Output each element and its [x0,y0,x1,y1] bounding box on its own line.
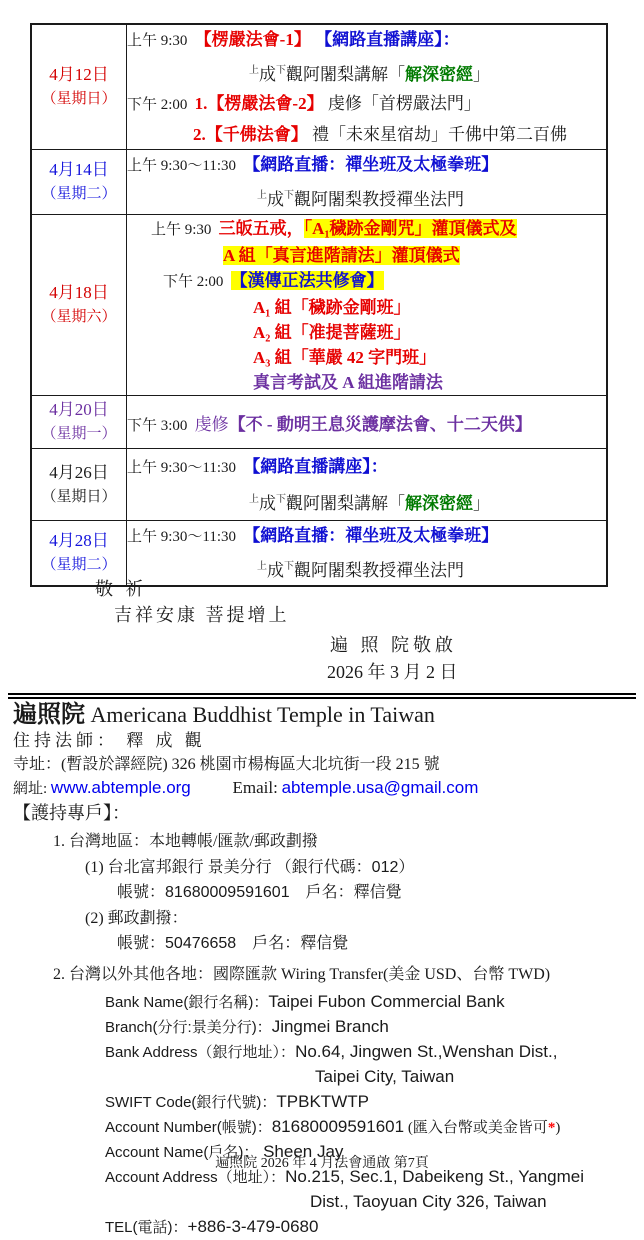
account-address-1: No.215, Sec.1, Dabeikeng St., Yangmei [285,1167,585,1186]
honorific-sup: 上 [257,190,267,201]
closing-signoff: 遍 照 院敬啟 [330,635,457,655]
event-cell [127,396,608,449]
bank-name: Taipei Fubon Commercial Bank [268,992,505,1011]
date-text: 4月28日 [49,531,109,550]
section-divider [8,693,636,699]
event-line: 2.【千佛法會】 禮「未來星宿劫」千佛中第二百佛 [193,125,567,144]
event-title: 【網路直播講座】： [243,456,388,476]
table-row [31,150,607,215]
event-cell [127,24,608,150]
website-link[interactable]: www.abtemple.org [50,778,191,797]
bank-address-line-2 [105,1065,637,1090]
event-line [127,216,606,243]
time-text: 上午 9:30～11:30 [127,459,237,476]
event-line: $^上$成$^下$觀阿闍梨教授禪坐法門 [257,190,464,209]
honorific-sup: 上 [249,65,259,76]
bank-line-1: (1) 台北富邦銀行 景美分行 （銀行代碼：012） [85,859,415,876]
event-title: 【網路直播：禪坐班及太極拳班】 [243,155,499,174]
bank-address-2: Taipei City, Taiwan [315,1067,455,1086]
date-cell [31,24,127,150]
event-line [127,268,606,295]
event-line: $^上$成$^下$觀阿闍梨講解「解深密經」 [249,493,490,513]
temple-heading [13,701,637,729]
bank-address-1: No.64, Jingwen St.,Wenshan Dist., [295,1042,558,1061]
event-title: 【楞嚴法會-1】 [194,30,311,49]
time-text: 上午 9:30～11:30 [127,158,237,174]
account-line-2: 帳號：50476658 戶名：釋信覺 [117,935,349,952]
honorific-sup: 下 [284,561,294,572]
tel-line: TEL(電話)：+886-3-479-0680 [105,1217,319,1236]
swift-line: SWIFT Code(銀行代號)：TPBKTWTP [105,1092,369,1111]
honorific-sup: 上 [257,561,267,572]
time-text: 上午 9:30 [151,221,212,238]
postal-line: (2) 郵政劃撥： [85,910,188,927]
event-title: 2.【千佛法會】 [193,125,308,144]
account-address-2: Dist., Taoyuan City 326, Taiwan [310,1192,547,1211]
donation-title: 【護持專戶】： [13,803,130,823]
event-title: 【網路直播：禪坐班及太極拳班】 [243,526,499,545]
event-line [127,25,606,56]
exam-note: 真言考試及 A 組進階請法 [253,372,443,392]
sutra-name: 解深密經 [405,65,473,84]
email-link[interactable]: abtemple.usa@gmail.com [281,778,479,797]
swift-code: TPBKTWTP [276,1092,369,1111]
honorific-sup: 下 [276,493,286,505]
weekday-text: （星期日） [41,91,117,107]
table-row [31,449,607,521]
bank-address-line: Bank Address（銀行地址）：No.64, Jingwen St.,Wenshan Dist., [105,1042,558,1061]
weekday-text: （星期一） [41,426,117,442]
postal-account-number: 50476658 [165,935,237,952]
temple-name-zh: 遍照院 [13,702,85,728]
event-line [127,243,606,268]
date-cell [31,449,127,521]
abbot-line: 住持法師： 釋 成 觀 [13,731,206,750]
closing-blessing: 吉祥安康 菩提增上 [114,605,290,625]
wire-account-number: 81680009591601 [271,1117,405,1136]
class-group: A₂ 組「准提菩薩班」 [253,322,411,342]
wire-transfer-block [105,990,637,1240]
event-line [127,451,606,484]
account-number-line: Account Number(帳號)：81680009591601 (匯入台幣或美金皆可*) [105,1117,561,1136]
closing-salute: 敬 祈 [95,579,148,599]
date-cell [31,396,127,449]
event-schedule-table [30,23,608,587]
date-text: 4月20日 [49,400,109,419]
table-row [31,396,607,449]
bank-code: 012 [371,859,399,876]
event-cell [127,215,608,396]
email-label: Email: [232,778,278,797]
weekday-text: （星期日） [41,488,117,505]
honorific-sup: 上 [249,493,259,505]
event-line: $^上$成$^下$觀阿闍梨講解「解深密經」 [249,65,490,84]
date-cell [31,215,127,396]
event-line: 下午 2:00 1.【楞嚴法會-2】 虔修「首楞嚴法門」 [127,94,481,113]
event-line [127,521,606,552]
account-address-line: Account Address（地址）：No.215, Sec.1, Dabeikeng St., Yangmei [105,1167,585,1186]
event-title-highlighted: A 組「真言進階請法」灌頂儀式 [223,245,460,265]
date-text: 4月18日 [49,283,109,302]
event-line: $^上$成$^下$觀阿闍梨教授禪坐法門 [257,561,464,580]
event-line [127,295,606,320]
event-line [127,150,606,181]
date-text: 4月12日 [49,65,109,84]
account-line-1: 帳號：81680009591601 戶名：釋信覺 [117,884,402,901]
table-row [31,24,607,150]
event-title-highlighted: 「A₁穢跡金剛咒」灌頂儀式及 [303,218,517,238]
footnote-star: * [547,1120,556,1136]
time-text: 上午 9:30～11:30 [127,529,237,545]
web-contact-line [13,776,637,801]
practice-verb: 虔修 [194,414,229,434]
web-label: 網址: [13,781,48,797]
phone-number: +886-3-479-0680 [187,1217,319,1236]
closing-date: 2026 年 3 月 2 日 [327,662,458,682]
event-line [127,345,606,370]
closing-block [0,576,644,685]
event-title: 【不 - 動明王息災護摩法會、十二天供】 [228,414,532,434]
honorific-sup: 下 [276,65,286,76]
date-text: 4月26日 [49,462,109,482]
event-line [127,370,606,395]
weekday-text: （星期二） [41,186,117,202]
sutra-name: 解深密經 [405,493,473,513]
account-holder-name: Sheen Jay [258,1142,344,1161]
event-cell [127,449,608,521]
date-cell [31,150,127,215]
event-title: 三皈五戒， [218,218,304,238]
account-name-line: Account Name(戶名)： Sheen Jay [105,1142,344,1161]
event-title: 【網路直播講座】： [315,30,460,49]
branch-line: Branch(分行:景美分行)：Jingmei Branch [105,1017,389,1036]
bank-name-line: Bank Name(銀行名稱)：Taipei Fubon Commercial Bank [105,992,505,1011]
event-cell [127,150,608,215]
table-row [31,215,607,396]
time-text: 下午 3:00 [127,417,188,434]
class-group: A₃ 組「華嚴 42 字門班」 [253,347,437,367]
event-title-highlighted: 【漢傳正法共修會】 [230,270,384,290]
date-text: 4月14日 [49,160,109,179]
page-footer: 遍照院 2026 年 4 月法會通啟 第7頁 [215,1156,429,1171]
event-line [127,410,606,435]
temple-address: 寺址：(暫設於譯經院) 326 桃園市楊梅區大北坑街一段 215 號 [13,756,440,773]
time-text: 下午 2:00 [163,273,224,290]
branch-name: Jingmei Branch [271,1017,389,1036]
weekday-text: （星期二） [41,557,117,573]
account-number: 81680009591601 [165,884,290,901]
time-text: 上午 9:30 [127,33,188,49]
event-title: 1.【楞嚴法會-2】 [194,94,324,113]
event-line [127,320,606,345]
time-text: 下午 2:00 [127,97,188,113]
account-address-line-2 [105,1190,637,1215]
temple-name-en: Americana Buddhist Temple in Taiwan [85,702,435,727]
weekday-text: （星期六） [41,309,117,325]
donation-item-1: 1. 台灣地區：本地轉帳/匯款/郵政劃撥 [53,833,318,850]
donation-item-2: 2. 台灣以外其他各地：國際匯款 Wiring Transfer(美金 USD、台幣 TWD) [53,966,551,983]
abbot-name: 釋 成 觀 [126,731,206,750]
honorific-sup: 下 [284,190,294,201]
class-group: A₁ 組「穢跡金剛班」 [253,297,411,317]
